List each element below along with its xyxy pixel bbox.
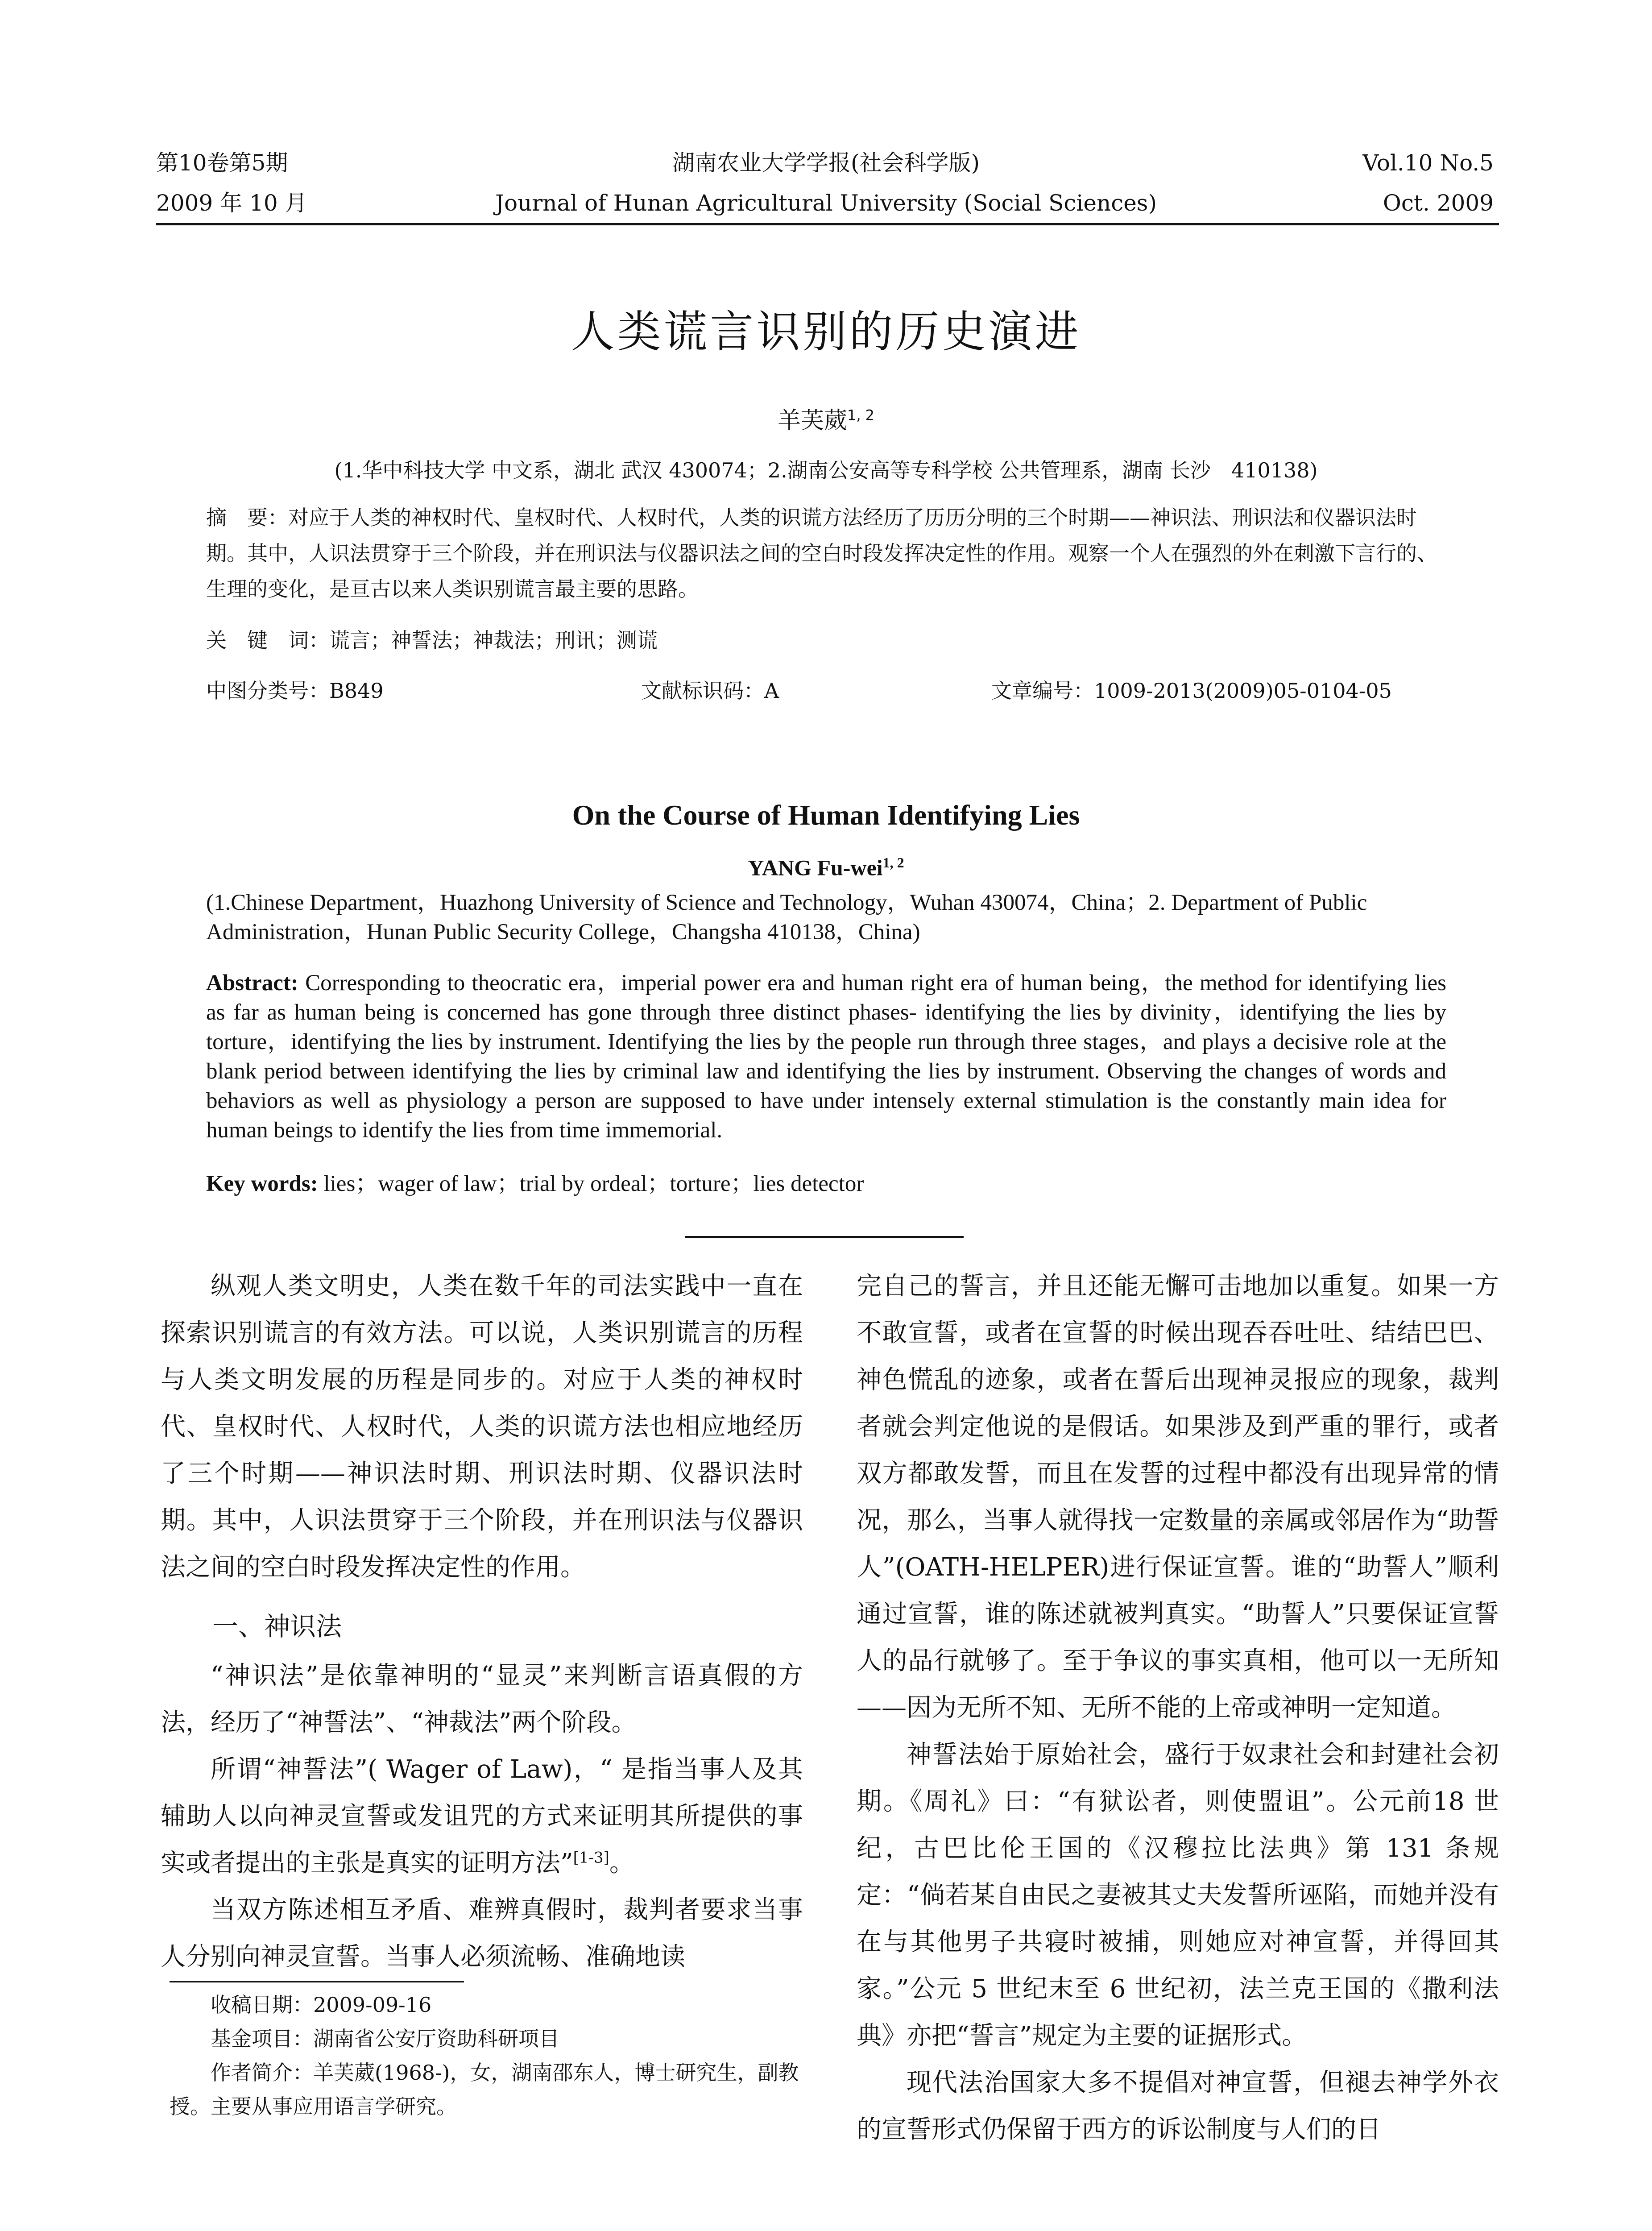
abstract-label-cn: 摘 要：	[206, 506, 288, 530]
author-affil-sup-en: 1, 2	[882, 854, 904, 871]
paragraph-oath-continued: 完自己的誓言，并且还能无懈可击地加以重复。如果一方不敢宣誓，或者在宣誓的时候出现吞吞吐吐、结结巴巴、神色慌乱的迹象，或者在誓后出现神灵报应的现象，裁判者就会判定他说的是假话。如果涉及到严重的罪行，或者双方都敢发誓，而且在发誓的过程中都没有出现异常的情况，那么，当事人就得找一定数量的亲属或邻居作为“助誓人”(OATH-HELPER)进行保证宣誓。谁的“助誓人”顺利通过宣誓，谁的陈述就被判真实。“助誓人”只要保证宣誓人的品行就够了。至于争议的事实真相，他可以一无所知——因为无所不知、无所不能的上帝或神明一定知道。	[857, 1272, 1499, 1722]
paper-title-en: On the Course of Human Identifying Lies	[572, 799, 1080, 831]
keywords-label-en: Key words:	[206, 1171, 318, 1196]
document-code: 文献标识码：A	[641, 679, 779, 703]
journal-name-cn: 湖南农业大学学报(社会科学版)	[672, 150, 980, 176]
volume-issue-en: Vol.10 No.5	[1362, 150, 1494, 176]
author-en	[0, 854, 1652, 881]
abstract-en	[206, 968, 1446, 1145]
paragraph-history: 神誓法始于原始社会，盛行于奴隶社会和封建社会初期。《周礼》曰：“有狱讼者，则使盟诅”。公元前18 世纪，古巴比伦王国的《汉穆拉比法典》第 131 条规定：“倘若某自由民之妻被其丈夫发誓所诬陷，而她并没有在与其他男子共寝时被捕，则她应对神宣誓，并得回其家。”公元 5 世纪末至 6 世纪初，法兰克王国的《撒利法典》亦把“誓言”规定为主要的证据形式。	[857, 1740, 1499, 2050]
paragraph-definition: “神识法”是依靠神明的“显灵”来判断言语真假的方法，经历了“神誓法”、“神裁法”两个阶段。	[161, 1661, 803, 1737]
paragraph-modern: 现代法治国家大多不提倡对神宣誓，但褪去神学外衣的宣誓形式仍保留于西方的诉讼制度与人们的日	[857, 2068, 1499, 2144]
keywords-text-cn: 谎言；神誓法；神裁法；刑讯；测谎	[329, 628, 658, 652]
clc-number: 中图分类号：B849	[206, 679, 384, 703]
keywords-cn	[206, 622, 1446, 658]
section-divider	[685, 1236, 964, 1238]
author-affil-sup-cn: 1, 2	[847, 406, 875, 424]
date-en: Oct. 2009	[1383, 190, 1494, 216]
author-bio: 作者简介：羊芙葳(1968-)，女，湖南邵东人，博士研究生，副教授。主要从事应用语言学研究。	[170, 2061, 799, 2119]
paragraph-wager-of-law	[161, 1746, 803, 1887]
footnote-rule	[170, 1981, 464, 1982]
paragraph-oath-procedure: 当双方陈述相互矛盾、难辨真假时，裁判者要求当事人分别向神灵宣誓。当事人必须流畅、准确地读	[161, 1895, 803, 1971]
header-rule	[156, 223, 1499, 225]
author-cn	[0, 402, 1652, 435]
date-cn: 2009 年 10 月	[156, 190, 307, 216]
abstract-text-cn: 对应于人类的神权时代、皇权时代、人权时代，人类的识谎方法经历了历历分明的三个时期——神识法、刑识法和仪器识法时期。其中，人识法贯穿于三个阶段，并在刑识法与仪器识法之间的空白时段发挥决定性的作用。观察一个人在强烈的外在刺激下言行的、生理的变化，是亘古以来人类识别谎言最主要的思路。	[206, 506, 1437, 601]
abstract-cn	[206, 500, 1446, 607]
author-name-en: YANG Fu-wei	[748, 855, 883, 880]
paper-title-cn: 人类谎言识别的历史演进	[571, 307, 1081, 357]
author-name-cn: 羊芙葳	[777, 407, 847, 434]
body-column-right	[857, 1263, 1499, 2153]
affiliation-cn: (1.华中科技大学 中文系，湖北 武汉 430074；2.湖南公安高等专科学校 公共管理系，湖南 长沙 410138)	[334, 458, 1318, 482]
classification-row	[206, 675, 1446, 706]
body-column-left	[161, 1263, 803, 1980]
citation-ref: [1-3]	[573, 1849, 609, 1867]
abstract-text-en: Corresponding to theocratic era，imperial power era and human right era of human being，the method for identifying lies as far as human being is concerned has gone through three distinct phases- identifying the lies by divinity，identifying the lies by torture，identifying the lies by instrument. Identifying the lies by the people run through three stages，and plays a decisive role at the blank period between identifying the lies by criminal law and identifying the lies by instrument. Observing the changes of words and behaviors as well as physiology a person are supposed to have under intensely external stimulation is the constantly main idea for human beings to identify the lies from time immemorial.	[206, 970, 1446, 1143]
abstract-label-en: Abstract:	[206, 970, 298, 995]
keywords-en	[206, 1169, 1446, 1198]
fund-project: 基金项目：湖南省公安厅资助科研项目	[211, 2027, 559, 2051]
article-number: 文章编号：1009-2013(2009)05-0104-05	[991, 679, 1392, 703]
wager-of-law-end: 。	[609, 1849, 634, 1878]
keywords-label-cn: 关 键 词：	[206, 628, 329, 652]
journal-name-en: Journal of Hunan Agricultural University (Social Sciences)	[495, 190, 1157, 216]
volume-issue-cn: 第10卷第5期	[156, 150, 288, 176]
affiliation-en: (1.Chinese Department，Huazhong University of Science and Technology，Wuhan 430074，China；2. Department of Public Administration，Hunan Public Security College，Changsha 410138，China)	[206, 890, 1367, 945]
intro-paragraph: 纵观人类文明史，人类在数千年的司法实践中一直在探索识别谎言的有效方法。可以说，人类识别谎言的历程与人类文明发展的历程是同步的。对应于人类的神权时代、皇权时代、人权时代，人类的识谎方法也相应地经历了三个时期——神识法时期、刑识法时期、仪器识法时期。其中，人识法贯穿于三个阶段，并在刑识法与仪器识法之间的空白时段发挥决定性的作用。	[161, 1272, 803, 1582]
footnotes	[170, 1988, 812, 2123]
received-date: 收稿日期：2009-09-16	[211, 1993, 432, 2017]
section-heading-1: 一、神识法	[212, 1611, 342, 1642]
keywords-text-en: lies；wager of law；trial by ordeal；torture；lies detector	[323, 1171, 864, 1196]
wager-of-law-text: 所谓“神誓法”( Wager of Law)，“ 是指当事人及其辅助人以向神灵宣誓或发诅咒的方式来证明其所提供的事实或者提出的主张是真实的证明方法”	[161, 1755, 803, 1878]
